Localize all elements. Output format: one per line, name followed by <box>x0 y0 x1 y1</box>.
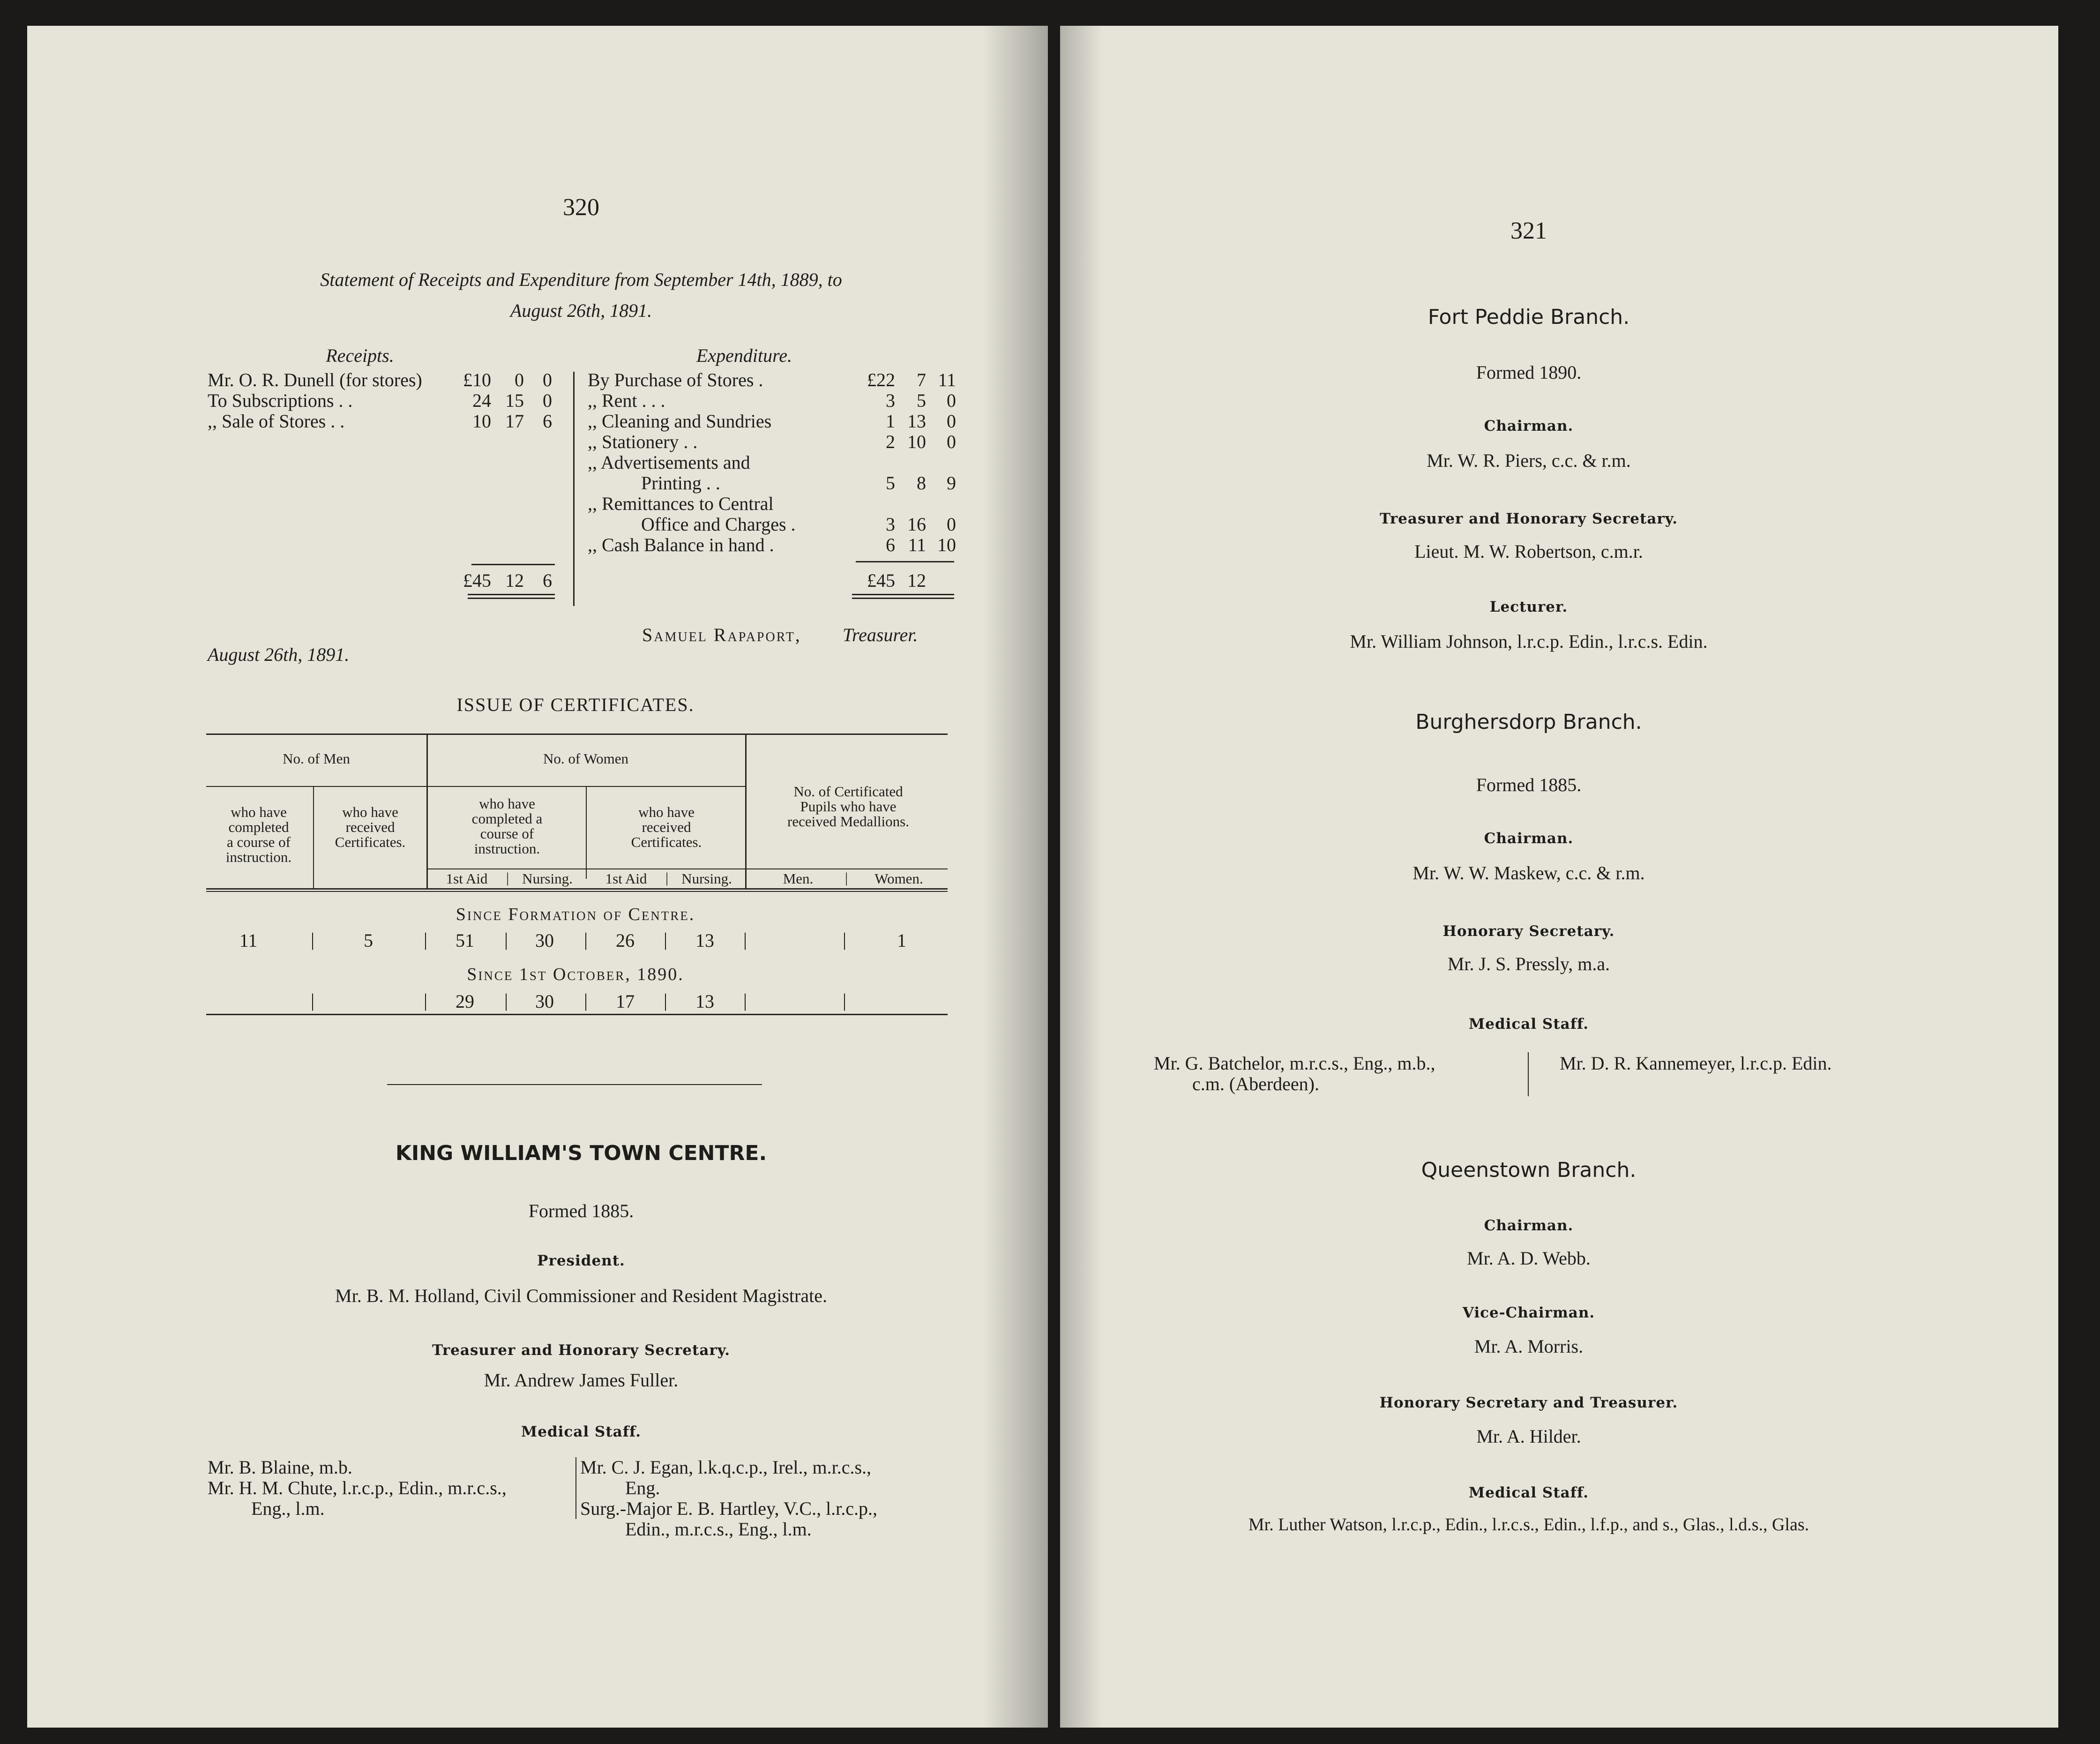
header-women: No. of Women <box>543 750 629 767</box>
treasurer-signature: Samuel Rapaport, <box>642 624 801 645</box>
cell: 30 <box>535 930 554 951</box>
fort-peddie-treasurer: Lieut. M. W. Robertson, c.m.r. <box>1414 541 1643 562</box>
table-subheader-rule <box>427 868 948 869</box>
expenditure-label: ,, Cash Balance in hand . <box>588 534 774 555</box>
receipts-total-pence: 6 <box>543 570 552 591</box>
men-received-line: Certificates. <box>335 834 406 850</box>
receipts-total-shillings: 12 <box>505 570 524 591</box>
page-number: 320 <box>563 194 599 221</box>
expenditure-label: Printing . . <box>641 472 720 494</box>
fort-peddie-formed: Formed 1890. <box>1476 362 1582 383</box>
kwt-treasurer-label: Treasurer and Honorary Secretary. <box>432 1342 730 1359</box>
women-completed-line: who have <box>479 795 535 812</box>
kwt-staff-line: Eng., l.m. <box>251 1498 325 1519</box>
kwt-staff-line: Edin., m.r.c.s., Eng., l.m. <box>625 1519 812 1540</box>
receipt-pence: 6 <box>543 411 552 432</box>
cell-separator: | <box>843 929 847 950</box>
receipt-pence: 0 <box>543 390 552 411</box>
gutter-shadow <box>1060 26 1102 1728</box>
cell: 11 <box>239 930 258 951</box>
expenditure-shillings: 8 <box>917 472 926 494</box>
cell-separator: | <box>424 929 428 950</box>
receipts-subtotal-rule <box>471 564 555 565</box>
certificates-title: ISSUE OF CERTIFICATES. <box>456 694 695 715</box>
men-received-line: received <box>345 819 395 835</box>
expenditure-shillings: 5 <box>917 390 926 411</box>
men-completed-line: instruction. <box>225 849 292 865</box>
receipt-shillings: 15 <box>505 390 524 411</box>
cell-separator: | <box>584 929 588 950</box>
kwt-treasurer: Mr. Andrew James Fuller. <box>484 1370 679 1391</box>
expenditure-pence: 11 <box>938 369 956 390</box>
left-page <box>27 26 1048 1728</box>
women-received-line: who have <box>638 804 695 820</box>
fort-peddie-lecturer-label: Lecturer. <box>1489 599 1568 615</box>
women-completed-line: completed a <box>471 810 543 827</box>
expenditure-pence: 0 <box>947 411 956 432</box>
expenditure-pounds: 2 <box>886 431 895 452</box>
table-divider <box>313 787 314 888</box>
sub-women: Women. <box>874 870 923 887</box>
cell: 30 <box>535 991 554 1012</box>
expenditure-label: ,, Cleaning and Sundries <box>588 411 772 432</box>
sub-separator: | <box>665 869 669 886</box>
cell: 51 <box>456 930 474 951</box>
cell-separator: | <box>743 990 747 1011</box>
expenditure-shillings: 16 <box>907 514 926 535</box>
account-divider <box>573 372 575 606</box>
expenditure-shillings: 10 <box>907 431 926 452</box>
burghersdorp-title: Burghersdorp Branch. <box>1415 710 1642 734</box>
cell: 29 <box>456 991 474 1012</box>
right-page <box>1060 26 2058 1728</box>
section-divider <box>387 1084 762 1085</box>
receipt-shillings: 17 <box>505 411 524 432</box>
sub-1st-aid: 1st Aid <box>446 870 488 887</box>
burghersdorp-formed: Formed 1885. <box>1476 774 1582 795</box>
table-header-bottom-rule <box>206 888 948 890</box>
medallions-header-line: Pupils who have <box>800 798 897 815</box>
receipts-total-pounds: £45 <box>463 570 491 591</box>
queenstown-vice-label: Vice-Chairman. <box>1462 1304 1595 1321</box>
women-received-line: received <box>642 819 691 835</box>
queenstown-title: Queenstown Branch. <box>1421 1158 1637 1182</box>
treasurer-title: Treasurer. <box>843 624 918 645</box>
burghersdorp-medical-label: Medical Staff. <box>1468 1016 1589 1033</box>
queenstown-secretary-label: Honorary Secretary and Treasurer. <box>1379 1394 1678 1411</box>
table-header-rule <box>206 786 426 787</box>
expenditure-pence: 10 <box>937 534 956 555</box>
receipt-pounds: £10 <box>463 369 491 390</box>
expenditure-label: By Purchase of Stores . <box>588 369 763 390</box>
expenditure-label: ,, Rent . . . <box>588 390 665 411</box>
cell: 1 <box>897 930 906 951</box>
cell: 17 <box>616 991 635 1012</box>
staff-divider <box>575 1457 576 1519</box>
cell-separator: | <box>843 990 847 1011</box>
cell-separator: | <box>664 929 668 950</box>
men-received-line: who have <box>342 804 398 820</box>
expenditure-pounds: 6 <box>886 534 895 555</box>
receipt-shillings: 0 <box>515 369 524 390</box>
expenditure-shillings: 7 <box>917 369 926 390</box>
expenditure-label: ,, Stationery . . <box>588 431 698 452</box>
women-received-line: Certificates. <box>631 834 702 850</box>
sub-nursing: Nursing. <box>681 870 732 887</box>
medallions-header-line: received Medallions. <box>787 813 909 830</box>
fort-peddie-lecturer: Mr. William Johnson, l.r.c.p. Edin., l.r.c.s. Edin. <box>1350 631 1708 652</box>
receipt-label: To Subscriptions . . <box>208 390 353 411</box>
since-formation-label: Since Formation of Centre. <box>456 905 695 924</box>
expenditure-shillings: 13 <box>907 411 926 432</box>
cell-separator: | <box>311 990 315 1011</box>
expenditure-label: ,, Advertisements and <box>588 452 750 473</box>
queenstown-medical-label: Medical Staff. <box>1468 1484 1589 1501</box>
kwt-staff-line: Mr. H. M. Chute, l.r.c.p., Edin., m.r.c.s., <box>208 1477 507 1498</box>
burghersdorp-staff-line: Mr. G. Batchelor, m.r.c.s., Eng., m.b., <box>1154 1053 1435 1074</box>
burghersdorp-chairman-label: Chairman. <box>1484 830 1574 847</box>
cell: 26 <box>616 930 635 951</box>
queenstown-secretary: Mr. A. Hilder. <box>1476 1426 1581 1447</box>
cell: 5 <box>364 930 373 951</box>
kwt-staff-line: Surg.-Major E. B. Hartley, V.C., l.r.c.p., <box>580 1498 878 1519</box>
page-number: 321 <box>1510 217 1547 244</box>
gutter-shadow <box>982 26 1048 1728</box>
fort-peddie-title: Fort Peddie Branch. <box>1427 305 1630 329</box>
statement-title-line-2: August 26th, 1891. <box>510 300 652 321</box>
kwt-staff-line: Mr. C. J. Egan, l.k.q.c.p., Irel., m.r.c.s., <box>580 1457 872 1478</box>
men-completed-line: a course of <box>227 834 291 850</box>
expenditure-pounds: 3 <box>886 390 895 411</box>
kwt-staff-line: Eng. <box>625 1477 660 1498</box>
expenditure-pence: 0 <box>947 390 956 411</box>
expenditure-total-rule <box>852 594 954 595</box>
burghersdorp-staff-line: c.m. (Aberdeen). <box>1192 1073 1319 1094</box>
table-bottom-rule <box>206 1014 948 1015</box>
sub-separator: | <box>506 869 509 886</box>
cell: 13 <box>695 930 714 951</box>
men-completed-line: who have <box>231 804 287 820</box>
kwt-title: KING WILLIAM'S TOWN CENTRE. <box>395 1141 767 1165</box>
cell-separator: | <box>584 990 588 1011</box>
statement-date: August 26th, 1891. <box>208 644 350 665</box>
expenditure-subtotal-rule <box>856 561 954 562</box>
fort-peddie-treasurer-label: Treasurer and Honorary Secretary. <box>1380 510 1678 527</box>
table-divider <box>586 787 587 879</box>
medallions-header-line: No. of Certificated <box>793 783 903 800</box>
burghersdorp-chairman: Mr. W. W. Maskew, c.c. & r.m. <box>1412 862 1645 883</box>
expenditure-total-rule <box>852 598 954 599</box>
expenditure-pounds: 3 <box>886 514 895 535</box>
kwt-staff-line: Mr. B. Blaine, m.b. <box>208 1457 352 1478</box>
fort-peddie-chairman: Mr. W. R. Piers, c.c. & r.m. <box>1427 450 1631 471</box>
expenditure-pounds: 1 <box>886 411 895 432</box>
cell: 13 <box>695 991 714 1012</box>
burghersdorp-staff-line: Mr. D. R. Kannemeyer, l.r.c.p. Edin. <box>1560 1053 1832 1074</box>
queenstown-chairman: Mr. A. D. Webb. <box>1467 1248 1591 1269</box>
expenditure-pence: 9 <box>947 472 956 494</box>
expenditure-label: Office and Charges . <box>641 514 796 535</box>
expenditure-total-pounds: £45 <box>867 570 895 591</box>
expenditure-total-shillings: 12 <box>907 570 926 591</box>
expenditure-pence: 0 <box>947 431 956 452</box>
burghersdorp-secretary-label: Honorary Secretary. <box>1442 923 1615 940</box>
table-divider <box>426 734 428 888</box>
expenditure-label: ,, Remittances to Central <box>588 493 774 514</box>
cell-separator: | <box>311 929 315 950</box>
table-top-rule <box>206 734 948 735</box>
cell-separator: | <box>664 990 668 1011</box>
fort-peddie-chairman-label: Chairman. <box>1484 418 1574 434</box>
women-completed-line: course of <box>480 825 534 842</box>
staff-divider <box>1528 1052 1529 1096</box>
queenstown-chairman-label: Chairman. <box>1484 1217 1574 1234</box>
cell-separator: | <box>424 990 428 1011</box>
receipts-total-rule <box>468 594 555 595</box>
cell-separator: | <box>504 929 508 950</box>
sub-1st-aid: 1st Aid <box>605 870 647 887</box>
statement-title-line-1: Statement of Receipts and Expenditure from September 14th, 1889, to <box>320 269 842 290</box>
receipt-pounds: 24 <box>472 390 491 411</box>
receipts-total-rule <box>468 598 555 599</box>
sub-nursing: Nursing. <box>522 870 573 887</box>
queenstown-vice: Mr. A. Morris. <box>1474 1336 1584 1357</box>
cell-separator: | <box>743 929 747 950</box>
receipt-pounds: 10 <box>472 411 491 432</box>
women-completed-line: instruction. <box>474 840 540 857</box>
sub-men: Men. <box>783 870 814 887</box>
header-men: No. of Men <box>283 750 350 767</box>
burghersdorp-secretary: Mr. J. S. Pressly, m.a. <box>1447 953 1610 974</box>
receipts-heading: Receipts. <box>326 345 394 366</box>
expenditure-shillings: 11 <box>908 534 926 555</box>
receipt-label: Mr. O. R. Dunell (for stores) <box>208 369 422 390</box>
men-completed-line: completed <box>228 819 289 835</box>
kwt-president-label: President. <box>537 1252 625 1269</box>
queenstown-medical: Mr. Luther Watson, l.r.c.p., Edin., l.r.c.s., Edin., l.f.p., and s., Glas., l.d.s., Glas. <box>1248 1515 1809 1534</box>
table-divider <box>745 734 747 888</box>
receipt-pence: 0 <box>543 369 552 390</box>
expenditure-pounds: £22 <box>867 369 895 390</box>
kwt-president: Mr. B. M. Holland, Civil Commissioner and Resident Magistrate. <box>335 1285 827 1306</box>
kwt-formed: Formed 1885. <box>528 1200 634 1221</box>
kwt-medical-label: Medical Staff. <box>521 1423 642 1440</box>
table-header-bottom-rule <box>206 891 948 892</box>
expenditure-heading: Expenditure. <box>696 345 792 366</box>
sub-separator: | <box>845 869 848 886</box>
expenditure-pounds: 5 <box>886 472 895 494</box>
receipt-label: ,, Sale of Stores . . <box>208 411 345 432</box>
since-october-label: Since 1st October, 1890. <box>467 965 684 984</box>
expenditure-pence: 0 <box>947 514 956 535</box>
cell-separator: | <box>504 990 508 1011</box>
